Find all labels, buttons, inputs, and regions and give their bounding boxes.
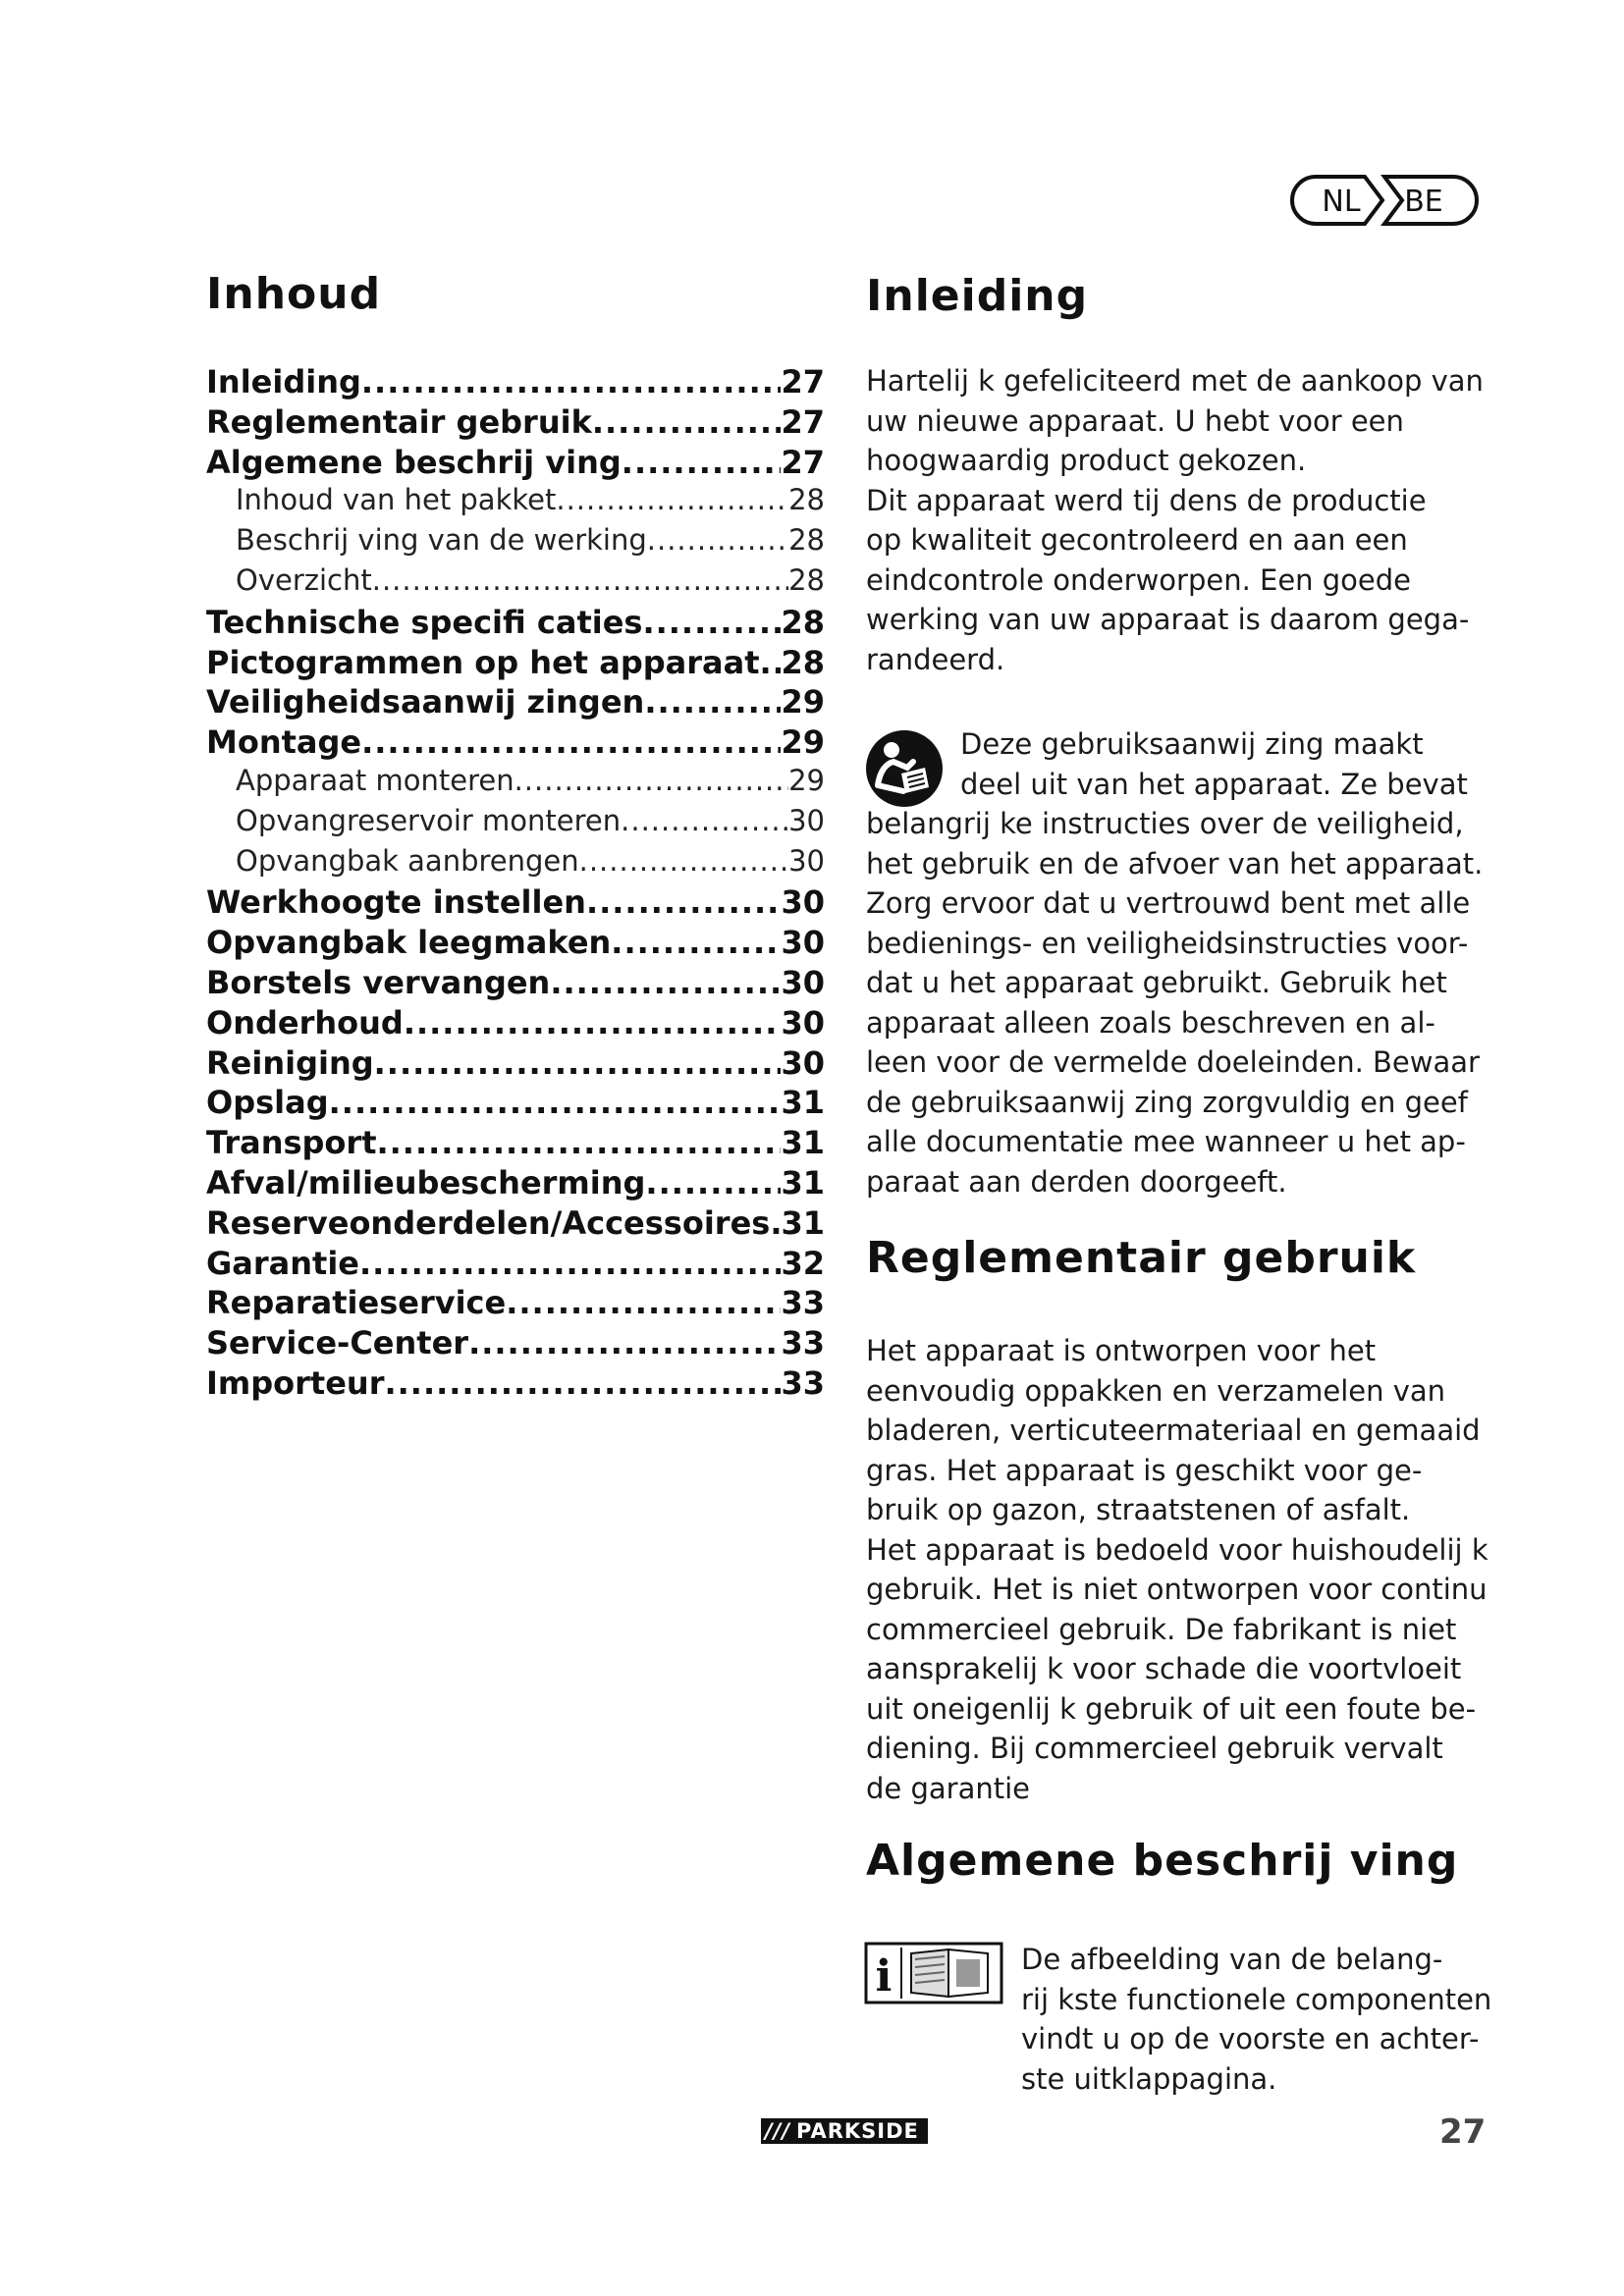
toc-label: Importeur (206, 1363, 385, 1402)
toc-leader-dots (506, 1284, 781, 1321)
toc-page: 31 (781, 1124, 825, 1162)
toc-leader-dots (468, 1324, 781, 1362)
language-badges (1286, 173, 1483, 228)
toc-leader-dots (647, 523, 788, 557)
toc-page: 33 (781, 1324, 825, 1362)
toc-label: Apparaat monteren (236, 763, 514, 797)
toc-label: Werkhoogte instellen (206, 883, 586, 922)
toc-row (206, 844, 825, 884)
toc-leader-dots (361, 723, 781, 761)
toc-page: 30 (781, 924, 825, 962)
general-description-paragraph: De afbeelding van de belang- rij kste functionele componenten vindt u op de voorste en achter- ste uitklappagina. (1021, 1943, 1492, 2096)
toc-row (206, 563, 825, 604)
toc-row (206, 1044, 825, 1085)
toc-label: Onderhoud (206, 1003, 404, 1041)
toc-leader-dots (644, 683, 781, 721)
toc-row (206, 1124, 825, 1164)
toc-row (206, 1324, 825, 1364)
toc-row (206, 1084, 825, 1124)
toc-row (206, 1204, 825, 1245)
toc-leader-dots (770, 1204, 781, 1242)
table-of-contents (206, 363, 825, 1405)
toc-page: 27 (781, 363, 825, 400)
toc-page: 31 (781, 1203, 825, 1242)
toc-row (206, 444, 825, 484)
toc-row (206, 363, 825, 403)
toc-page: 30 (781, 963, 825, 1001)
toc-label: Opvangreservoir monteren (236, 803, 622, 837)
toc-page: 29 (781, 683, 825, 721)
toc-leader-dots (376, 1124, 781, 1161)
toc-leader-dots (592, 403, 782, 441)
toc-page: 33 (781, 1284, 825, 1322)
toc-leader-dots (514, 764, 789, 797)
toc-page: 28 (788, 483, 825, 517)
intro-paragraph: Hartelij k gefeliciteerd met de aankoop van uw nieuwe apparaat. U hebt voor een hoogwaardig product gekozen. Dit apparaat werd tij dens de productie op kwaliteit gecontroleerd en aan een eindcontrole onderworpen. Een goede werking van uw apparaat is daarom gega- randeerd. (866, 364, 1484, 676)
toc-leader-dots (611, 924, 781, 961)
toc-leader-dots (359, 1245, 781, 1282)
toc-row (206, 883, 825, 924)
toc-label: Transport (206, 1124, 377, 1162)
toc-label: Opvangbak aanbrengen (236, 843, 579, 878)
toc-label: Overzicht (236, 562, 372, 597)
toc-leader-dots (374, 1044, 782, 1082)
toc-row (206, 924, 825, 964)
toc-label: Afval/milieubescherming (206, 1163, 646, 1201)
manual-note: Deze gebruiksaanwij zing maakt deel uit van het apparaat. Ze bevat (960, 727, 1468, 801)
toc-leader-dots (329, 1084, 782, 1121)
toc-row (206, 804, 825, 844)
toc-title: Inhoud (206, 269, 382, 319)
svg-text:i: i (875, 1951, 893, 2002)
toc-label: Reparatieservice (206, 1284, 507, 1322)
intended-use-paragraph: Het apparaat is ontworpen voor het eenvoudig oppakken en verzamelen van bladeren, verticuteermateriaal en gemaaid gras. Het apparaat is geschikt voor ge- bruik op gazon, straatstenen of asfalt. Het apparaat is bedoeld voor huishoudelij k gebruik. Het is niet ontworpen voor continu commercieel gebruik. De fabrikant is niet aansprakelij k voor schade die voortvloeit uit oneigenlij k gebruik of uit een foute be- diening. Bij commercieel gebruik vervalt de garantie (866, 1334, 1489, 1805)
page-number: 27 (1439, 2112, 1487, 2152)
toc-label: Montage (206, 723, 362, 762)
toc-row (206, 403, 825, 444)
manual-paragraph: belangrij ke instructies over de veiligheid, het gebruik en de afvoer van het apparaat. Zorg ervoor dat u vertrouwd bent met alle bedienings- en veiligheidsinstructies voor- dat u het apparaat gebruikt. Gebruik het apparaat alleen zoals beschreven en al- leen voor de vermelde doeleinden. Bewaar de gebruiksaanwij zing zorgvuldig en geef alle documentatie mee wanneer u het ap- paraat aan derden doorgeeft. (866, 807, 1484, 1199)
heading-algemene-beschrijving: Algemene beschrij ving (866, 1836, 1459, 1886)
toc-label: Technische specifi caties (206, 603, 643, 641)
toc-row (206, 523, 825, 563)
toc-row (206, 604, 825, 644)
toc-page: 30 (781, 1003, 825, 1041)
toc-page: 27 (781, 443, 825, 481)
toc-leader-dots (550, 964, 781, 1001)
toc-leader-dots (759, 644, 781, 681)
toc-page: 28 (781, 643, 825, 681)
toc-row (206, 1284, 825, 1324)
toc-label: Inleiding (206, 363, 361, 400)
toc-label: Pictogrammen op het apparaat (206, 643, 760, 681)
toc-leader-dots (372, 563, 788, 597)
heading-inleiding: Inleiding (866, 271, 1089, 321)
toc-row (206, 764, 825, 804)
toc-label: Garantie (206, 1244, 359, 1282)
toc-page: 31 (781, 1163, 825, 1201)
toc-label: Service-Center (206, 1324, 469, 1362)
toc-row (206, 483, 825, 523)
toc-page: 30 (781, 883, 825, 922)
toc-page: 32 (781, 1244, 825, 1282)
toc-page: 29 (781, 723, 825, 762)
toc-row (206, 723, 825, 764)
toc-row (206, 1245, 825, 1285)
lang-badge-be: BE (1404, 185, 1443, 219)
toc-leader-dots (579, 844, 788, 878)
toc-label: Beschrij ving van de werking (236, 523, 647, 558)
toc-label: Borstels vervangen (206, 963, 551, 1001)
toc-row (206, 1364, 825, 1405)
toc-leader-dots (384, 1364, 781, 1402)
toc-row (206, 964, 825, 1004)
lang-badge-nl: NL (1322, 185, 1361, 219)
toc-leader-dots (642, 604, 781, 641)
toc-row (206, 1004, 825, 1044)
info-fold-out-icon (864, 1942, 1003, 2004)
toc-row (206, 1164, 825, 1204)
parkside-logo: /// PARKSIDE (761, 2118, 928, 2144)
toc-page: 28 (781, 603, 825, 641)
toc-label: Reglementair gebruik (206, 402, 592, 441)
toc-row (206, 644, 825, 684)
toc-leader-dots (645, 1164, 781, 1201)
read-manual-icon (864, 728, 945, 809)
toc-page: 31 (781, 1084, 825, 1122)
toc-label: Opslag (206, 1084, 329, 1122)
toc-leader-dots (586, 883, 782, 921)
heading-reglementair-gebruik: Reglementair gebruik (866, 1233, 1417, 1283)
toc-leader-dots (556, 483, 788, 516)
toc-label: Veiligheidsaanwij zingen (206, 683, 645, 721)
toc-page: 30 (781, 1043, 825, 1082)
toc-leader-dots (621, 804, 788, 837)
toc-label: Reserveonderdelen/Accessoires (206, 1203, 771, 1242)
toc-label: Opvangbak leegmaken (206, 924, 612, 962)
toc-label: Inhoud van het pakket (236, 483, 557, 517)
toc-leader-dots (404, 1004, 782, 1041)
toc-page: 27 (781, 402, 825, 441)
toc-page: 30 (788, 803, 825, 837)
toc-row (206, 683, 825, 723)
toc-label: Reiniging (206, 1043, 374, 1082)
toc-label: Algemene beschrij ving (206, 443, 622, 481)
toc-page: 30 (788, 843, 825, 878)
toc-page: 28 (788, 562, 825, 597)
toc-page: 33 (781, 1363, 825, 1402)
toc-leader-dots (361, 363, 782, 400)
toc-page: 29 (788, 763, 825, 797)
toc-page: 28 (788, 523, 825, 558)
toc-leader-dots (622, 444, 782, 481)
